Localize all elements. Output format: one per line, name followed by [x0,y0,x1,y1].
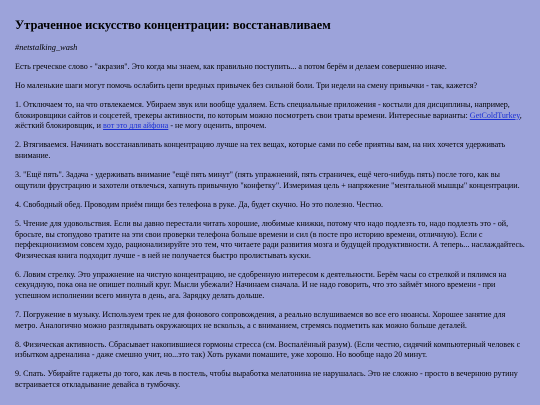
tip-2-paragraph: 2. Втягиваемся. Начинать восстанавливать концентрацию лучше на тех вещах, которые сами по себе приятны вам, на них хочется удерживать внимание. [15,140,506,161]
iphone-app-link[interactable]: вот это для айфона [103,121,169,131]
tip-1-text-end: - не могу оценить, впрочем. [168,121,267,131]
intro-paragraph-1: Есть греческое слово - "акразия". Это когда мы знаем, как правильно поступить... а потом берём и делаем совершенно иначе. [15,62,447,71]
tip-3-paragraph: 3. "Ещё пять". Задача - удерживать внимание "ещё пять минут" (пять упражнений, пять страничек, ещё чего-нибудь пять) после того, как вы ощутили фрустрацию и захотели отвлечься, хапнуть привычную "конфетку". Измеримая цель + напряжение "ментальной мышцы" концентрации. [15,170,520,190]
tip-9-paragraph: 9. Спать. Убирайте гаджеты до того, как лечь в постель, чтобы выработка мелатонина не нарушалась. Это не сложно - просто в вечернюю рутину встраивается откладывание девайса в тумбочку. [15,369,518,390]
tip-7-paragraph: 7. Погружение в музыку. Используем трек не для фонового сопровождения, а реально вслушиваемся во все его нюансы. Хорошее занятие для метро. Аналогично можно разглядывать окружающих не вскользь, а с вниманием, стремясь подметить как можно больше деталей. [15,310,506,330]
tip-1-paragraph [15,100,525,132]
article-title: Утраченное искусство концентрации: восстанавливаем [15,18,331,32]
tip-8-paragraph: 8. Физическая активность. Сбрасывает накопившиеся гормоны стресса (см. Воспалённый разум). (Если честно, сидячий компьютерный человек с избытком адреналина - даже смешно учит, но...это так) Хоть руками помашите, уже хорошо. Но вообще надо 20 минут. [15,339,521,360]
intro-paragraph-2: Но маленькие шаги могут помочь ослабить цепи вредных привычек без сильной боли. Три недели на смену привычки - так, кажется? [15,81,478,91]
tip-5-paragraph: 5. Чтение для удовольствия. Если вы давно перестали читать хорошие, любимые книжки, потому что надо подлезть то, надо подлезть это - ой, бросьте, вы стопудово тратите на эти свои проверки телефона больше времени и сил (в посте про историю времени, отличную). Если с перфекционизмом совсем худо, рационализируйте это тем, что читаете ради развития мозга и будущей продуктивности. А теперь... наслаждайтесь. Физическая книга подходит лучше - в ней не получается быстро пролистывать куски. [15,218,525,260]
hashtag: #netstalking_wash [15,43,78,52]
tip-4-paragraph: 4. Свободный обед. Проводим приём пищи без телефона в руке. Да, будет скучно. Но это полезно. Честно. [15,199,384,209]
getcoldturkey-link[interactable]: GetColdTurkey [469,110,520,120]
tip-1-text-middle: , жёсткий блокировщик, и [15,110,522,131]
tip-6-paragraph: 6. Ловим стрелку. Это упражнение на чистую концентрацию, не сдобренную интересом к деятельности. Берём часы со стрелкой и пялимся на секундную, пока она не опишет полный круг. Мысли убежали? Начинаем сначала. И не надо говорить, что это займёт много времени - при успешном исполнении всего минута в день, ага. Зарядку делать дольше. [15,269,507,300]
tip-1-text-start: 1. Отключаем то, на что отвлекаемся. Убираем звук или вообще удаляем. Есть специальные приложения - костыли для дисциплины, например, блокировщики сайтов и соцсетей, трекеры активности, по которым можно посмотреть свои траты времени. Интересные варианты: [15,100,510,120]
